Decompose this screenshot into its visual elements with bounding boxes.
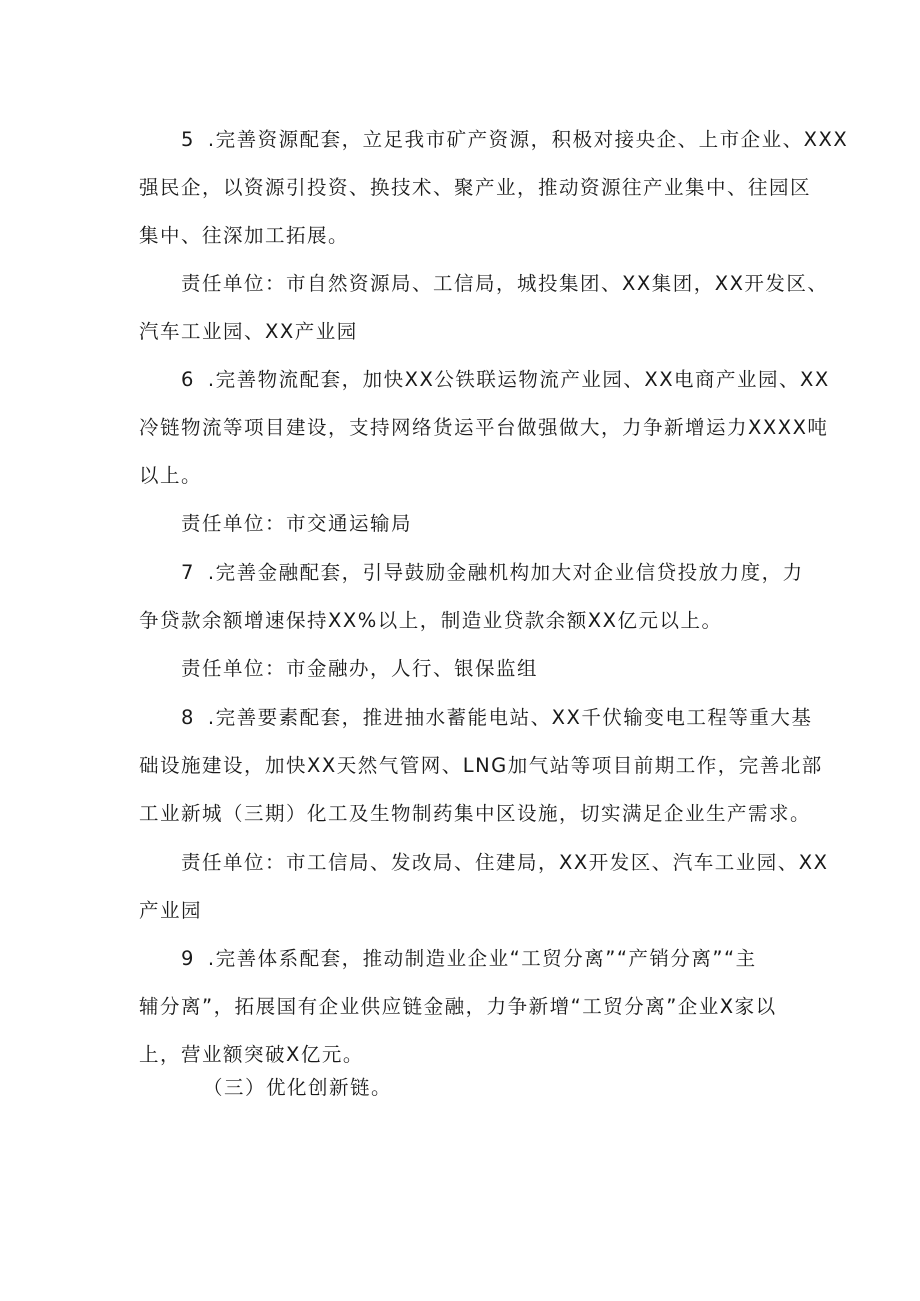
item-7-line-1 bbox=[181, 559, 804, 587]
item-6-responsibility-line-1: 责任单位：市交通运输局 bbox=[181, 512, 413, 535]
item-9-line-1 bbox=[181, 945, 757, 973]
item-9-line-3: 上，营业额突破X亿元。 bbox=[139, 1043, 364, 1066]
item-number: 5 bbox=[181, 128, 195, 151]
item-number: 7 bbox=[181, 561, 195, 584]
item-text: .完善要素配套，推进抽水蓄能电站、XX千伏输变电工程等重大基 bbox=[207, 706, 813, 729]
item-text: .完善物流配套，加快XX公铁联运物流产业园、XX电商产业园、XX bbox=[207, 368, 830, 391]
item-8-responsibility-line-1: 责任单位：市工信局、发改局、住建局，XX开发区、汽车工业园、XX bbox=[181, 851, 829, 874]
item-text: .完善资源配套，立足我市矿产资源，积极对接央企、上市企业、XXX bbox=[207, 128, 849, 151]
item-number: 9 bbox=[181, 947, 195, 970]
item-8-responsibility-line-2: 产业园 bbox=[139, 899, 203, 922]
item-5-responsibility-line-1: 责任单位：市自然资源局、工信局，城投集团、XX集团，XX开发区、 bbox=[181, 272, 829, 295]
item-8-line-1 bbox=[181, 704, 812, 732]
section-heading: （三）优化创新链。 bbox=[203, 1076, 393, 1099]
item-6-line-1 bbox=[181, 366, 830, 394]
item-8-line-2: 础设施建设，加快XX天然气管网、LNG加气站等项目前期工作，完善北部 bbox=[139, 754, 823, 777]
item-9-line-2: 辅分离”，拓展国有企业供应链金融，力争新增“工贸分离”企业X家以 bbox=[139, 995, 777, 1018]
item-5-line-2: 强民企，以资源引投资、换技术、聚产业，推动资源往产业集中、往园区 bbox=[139, 176, 812, 199]
item-number: 8 bbox=[181, 706, 195, 729]
item-text: .完善金融配套，引导鼓励金融机构加大对企业信贷投放力度，力 bbox=[207, 561, 804, 584]
item-7-line-2: 争贷款余额增速保持XX%以上，制造业贷款余额XX亿元以上。 bbox=[139, 609, 723, 632]
item-number: 6 bbox=[181, 368, 195, 391]
item-8-line-3: 工业新城（三期）化工及生物制药集中区设施，切实满足企业生产需求。 bbox=[139, 802, 812, 825]
item-6-line-3: 以上。 bbox=[139, 464, 203, 487]
item-text: .完善体系配套，推动制造业企业“工贸分离”“产销分离”“主 bbox=[207, 947, 757, 970]
item-5-line-3: 集中、往深加工拓展。 bbox=[139, 224, 350, 247]
item-7-responsibility-line-1: 责任单位：市金融办，人行、银保监组 bbox=[181, 657, 539, 680]
item-6-line-2: 冷链物流等项目建设，支持网络货运平台做强做大，力争新增运力XXXX吨 bbox=[139, 416, 829, 439]
item-5-responsibility-line-2: 汽车工业园、XX产业园 bbox=[139, 320, 358, 343]
item-5-line-1 bbox=[181, 126, 848, 154]
